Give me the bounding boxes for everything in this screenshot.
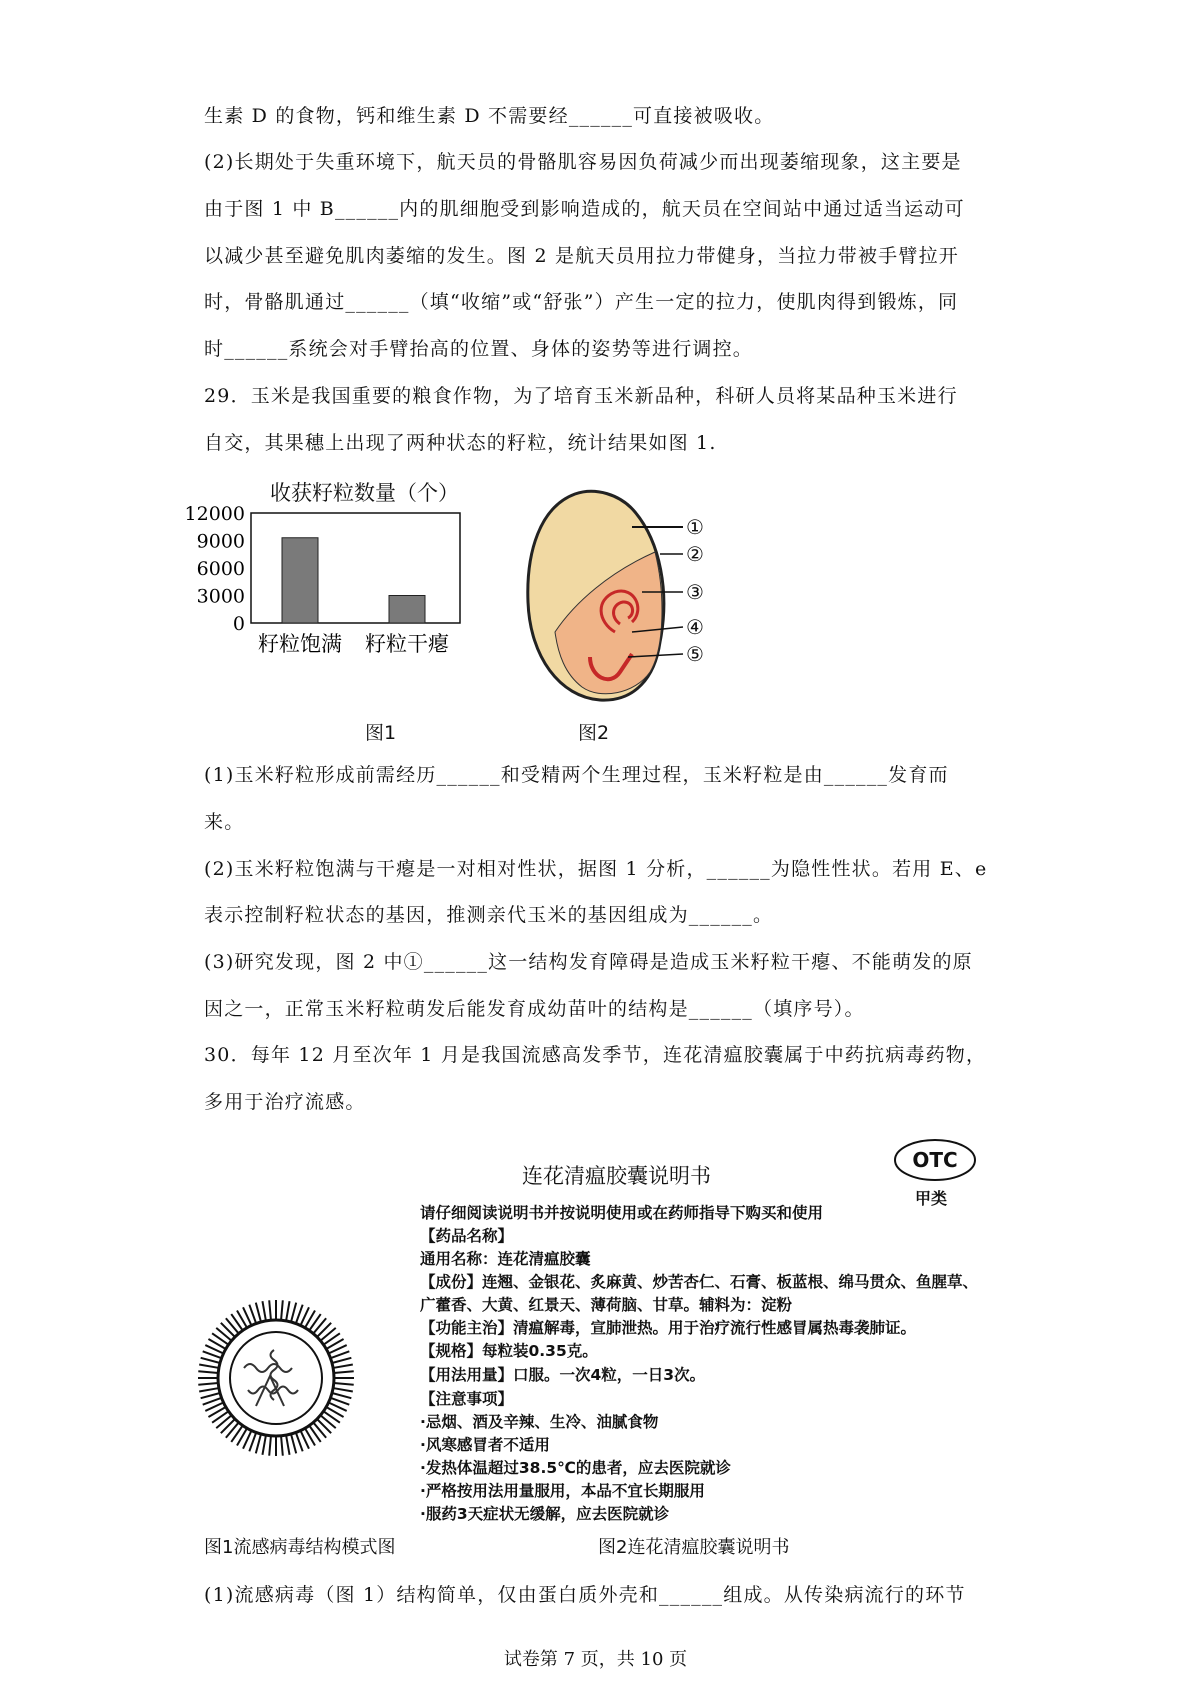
y-tick-label: 3000 [196, 585, 245, 608]
virus-spike [221, 1323, 235, 1337]
leaflet-line: ·发热体温超过38.5℃的患者，应去医院就诊 [420, 1459, 731, 1477]
virus-spike [269, 1300, 271, 1320]
y-tick-label: 6000 [196, 558, 245, 580]
page-footer: 试卷第 7 页，共 10 页 [503, 1649, 688, 1670]
bar [282, 538, 318, 623]
virus-spike [334, 1371, 354, 1373]
category-label: 籽粒干瘪 [365, 632, 449, 656]
leaflet-line: ·服药3天症状无缓解，应去医院就诊 [420, 1505, 670, 1523]
virus-spike [198, 1371, 218, 1373]
virus-spike [256, 1434, 261, 1453]
leaflet-line: ·忌烟、酒及辛辣、生冷、油腻食物 [420, 1413, 659, 1431]
bar-chart [184, 478, 515, 728]
virus-spike [198, 1383, 218, 1385]
virus-spike [332, 1393, 351, 1398]
virus-spike [199, 1364, 219, 1367]
virus-spike [221, 1419, 235, 1433]
text-line: 由于图 1 中 B______内的肌细胞受到影响造成的，航天员在空间站中通过适当运动可 [204, 198, 965, 220]
text-line: (3)研究发现，图 2 中①______这一结构发育障碍是造成玉米籽粒干瘪、不能萌发的原 [204, 951, 973, 973]
virus-spike [333, 1388, 353, 1391]
leaflet-line: ·严格按用法用量服用，本品不宜长期服用 [420, 1482, 705, 1500]
chart-title: 收获籽粒数量（个） [270, 481, 459, 505]
leaflet-line: 【成份】连翘、金银花、炙麻黄、炒苦杏仁、石膏、板蓝根、绵马贯众、鱼腥草、 [420, 1273, 979, 1291]
leaflet-line: 广藿香、大黄、红景天、薄荷脑、甘草。辅料为：淀粉 [420, 1296, 793, 1314]
virus-spike [256, 1303, 261, 1322]
virus-diagram [196, 1298, 356, 1458]
seed-mark-5: ⑤ [686, 642, 704, 666]
virus-spike [262, 1435, 265, 1455]
fig2-caption: 图2 [578, 722, 610, 744]
corn-seed-diagram [520, 482, 730, 712]
virus-spike [281, 1436, 283, 1456]
virus-spike [201, 1393, 220, 1398]
question-29-stem: 29．玉米是我国重要的粮食作物，为了培育玉米新品种，科研人员将某品种玉米进行 [204, 385, 958, 407]
virus-spike [334, 1383, 354, 1385]
virus-spike [332, 1358, 351, 1363]
text-line: 来。 [204, 811, 245, 833]
seed-mark-1: ① [686, 515, 704, 539]
text-line: (2)玉米籽粒饱满与干瘪是一对相对性状，据图 1 分析，______为隐性性状。若用 E、e [204, 858, 988, 880]
otc-badge [892, 1137, 978, 1183]
virus-spike [286, 1435, 289, 1455]
text-line: 以减少甚至避免肌肉萎缩的发生。图 2 是航天员用拉力带健身，当拉力带被手臂拉开 [204, 245, 959, 267]
text-line: (1)流感病毒（图 1）结构简单，仅由蛋白质外壳和______组成。从传染病流行的环节 [204, 1584, 966, 1606]
leaflet-line: 【药品名称】 [420, 1227, 514, 1245]
text-line: 因之一，正常玉米籽粒萌发后能发育成幼苗叶的结构是______（填序号）。 [204, 998, 865, 1020]
leaflet-line: 【功能主治】清瘟解毒，宣肺泄热。用于治疗流行性感冒属热毒袭肺证。 [420, 1319, 917, 1337]
text-line: 自交，其果穗上出现了两种状态的籽粒，统计结果如图 1. [204, 432, 717, 454]
otc-label: OTC [912, 1148, 958, 1172]
virus-spike [199, 1388, 219, 1391]
text-line: 表示控制籽粒状态的基因，推测亲代玉米的基因组成为______。 [204, 904, 774, 926]
virus-spike [291, 1434, 296, 1453]
text-line: 时，骨骼肌通过______（填“收缩”或“舒张”）产生一定的拉力，使肌肉得到锻炼，同 [204, 291, 959, 313]
text-line: (1)玉米籽粒形成前需经历______和受精两个生理过程，玉米籽粒是由______发育而 [204, 764, 949, 786]
seed-mark-2: ② [686, 542, 704, 566]
y-tick-label: 0 [232, 613, 245, 635]
virus-spike [291, 1303, 296, 1322]
fig1-caption: 图1 [365, 722, 397, 744]
leaflet-line: 通用名称：连花清瘟胶囊 [420, 1250, 591, 1268]
virus-spike [317, 1419, 331, 1433]
text-line: 多用于治疗流感。 [204, 1091, 366, 1113]
question-30-stem: 30．每年 12 月至次年 1 月是我国流感高发季节，连花清瘟胶囊属于中药抗病毒药物， [204, 1044, 987, 1066]
virus-caption: 图1流感病毒结构模式图 [204, 1537, 396, 1558]
leaflet-line: 【规格】每粒装0.35克。 [420, 1342, 598, 1360]
text-line: (2)长期处于失重环境下，航天员的骨骼肌容易因负荷减少而出现萎缩现象，这主要是 [204, 151, 962, 173]
virus-spike [269, 1436, 271, 1456]
leaflet-line: ·风寒感冒者不适用 [420, 1436, 550, 1454]
seed-mark-3: ③ [686, 580, 704, 604]
virus-spike [317, 1323, 331, 1337]
y-tick-label: 12000 [184, 503, 245, 525]
leaflet-title: 连花清瘟胶囊说明书 [522, 1164, 711, 1188]
y-tick-label: 9000 [196, 530, 245, 553]
leaflet-line: 【注意事项】 [420, 1390, 514, 1408]
virus-spike [281, 1300, 283, 1320]
category-label: 籽粒饱满 [258, 632, 342, 656]
bar [389, 596, 425, 624]
text-line: 时______系统会对手臂抬高的位置、身体的姿势等进行调控。 [204, 338, 754, 360]
leaflet-line: 请仔细阅读说明书并按说明使用或在药师指导下购买和使用 [420, 1204, 824, 1222]
virus-spike [333, 1364, 353, 1367]
leaflet-line: 【用法用量】口服。一次4粒，一日3次。 [420, 1366, 706, 1384]
virus-spike [262, 1301, 265, 1321]
text-line: 生素 D 的食物，钙和维生素 D 不需要经______可直接被吸收。 [204, 105, 775, 127]
seed-mark-4: ④ [686, 615, 704, 639]
otc-class: 甲类 [915, 1189, 948, 1208]
virus-spike [201, 1358, 220, 1363]
leaflet-caption: 图2连花清瘟胶囊说明书 [598, 1537, 790, 1558]
virus-spike [286, 1301, 289, 1321]
